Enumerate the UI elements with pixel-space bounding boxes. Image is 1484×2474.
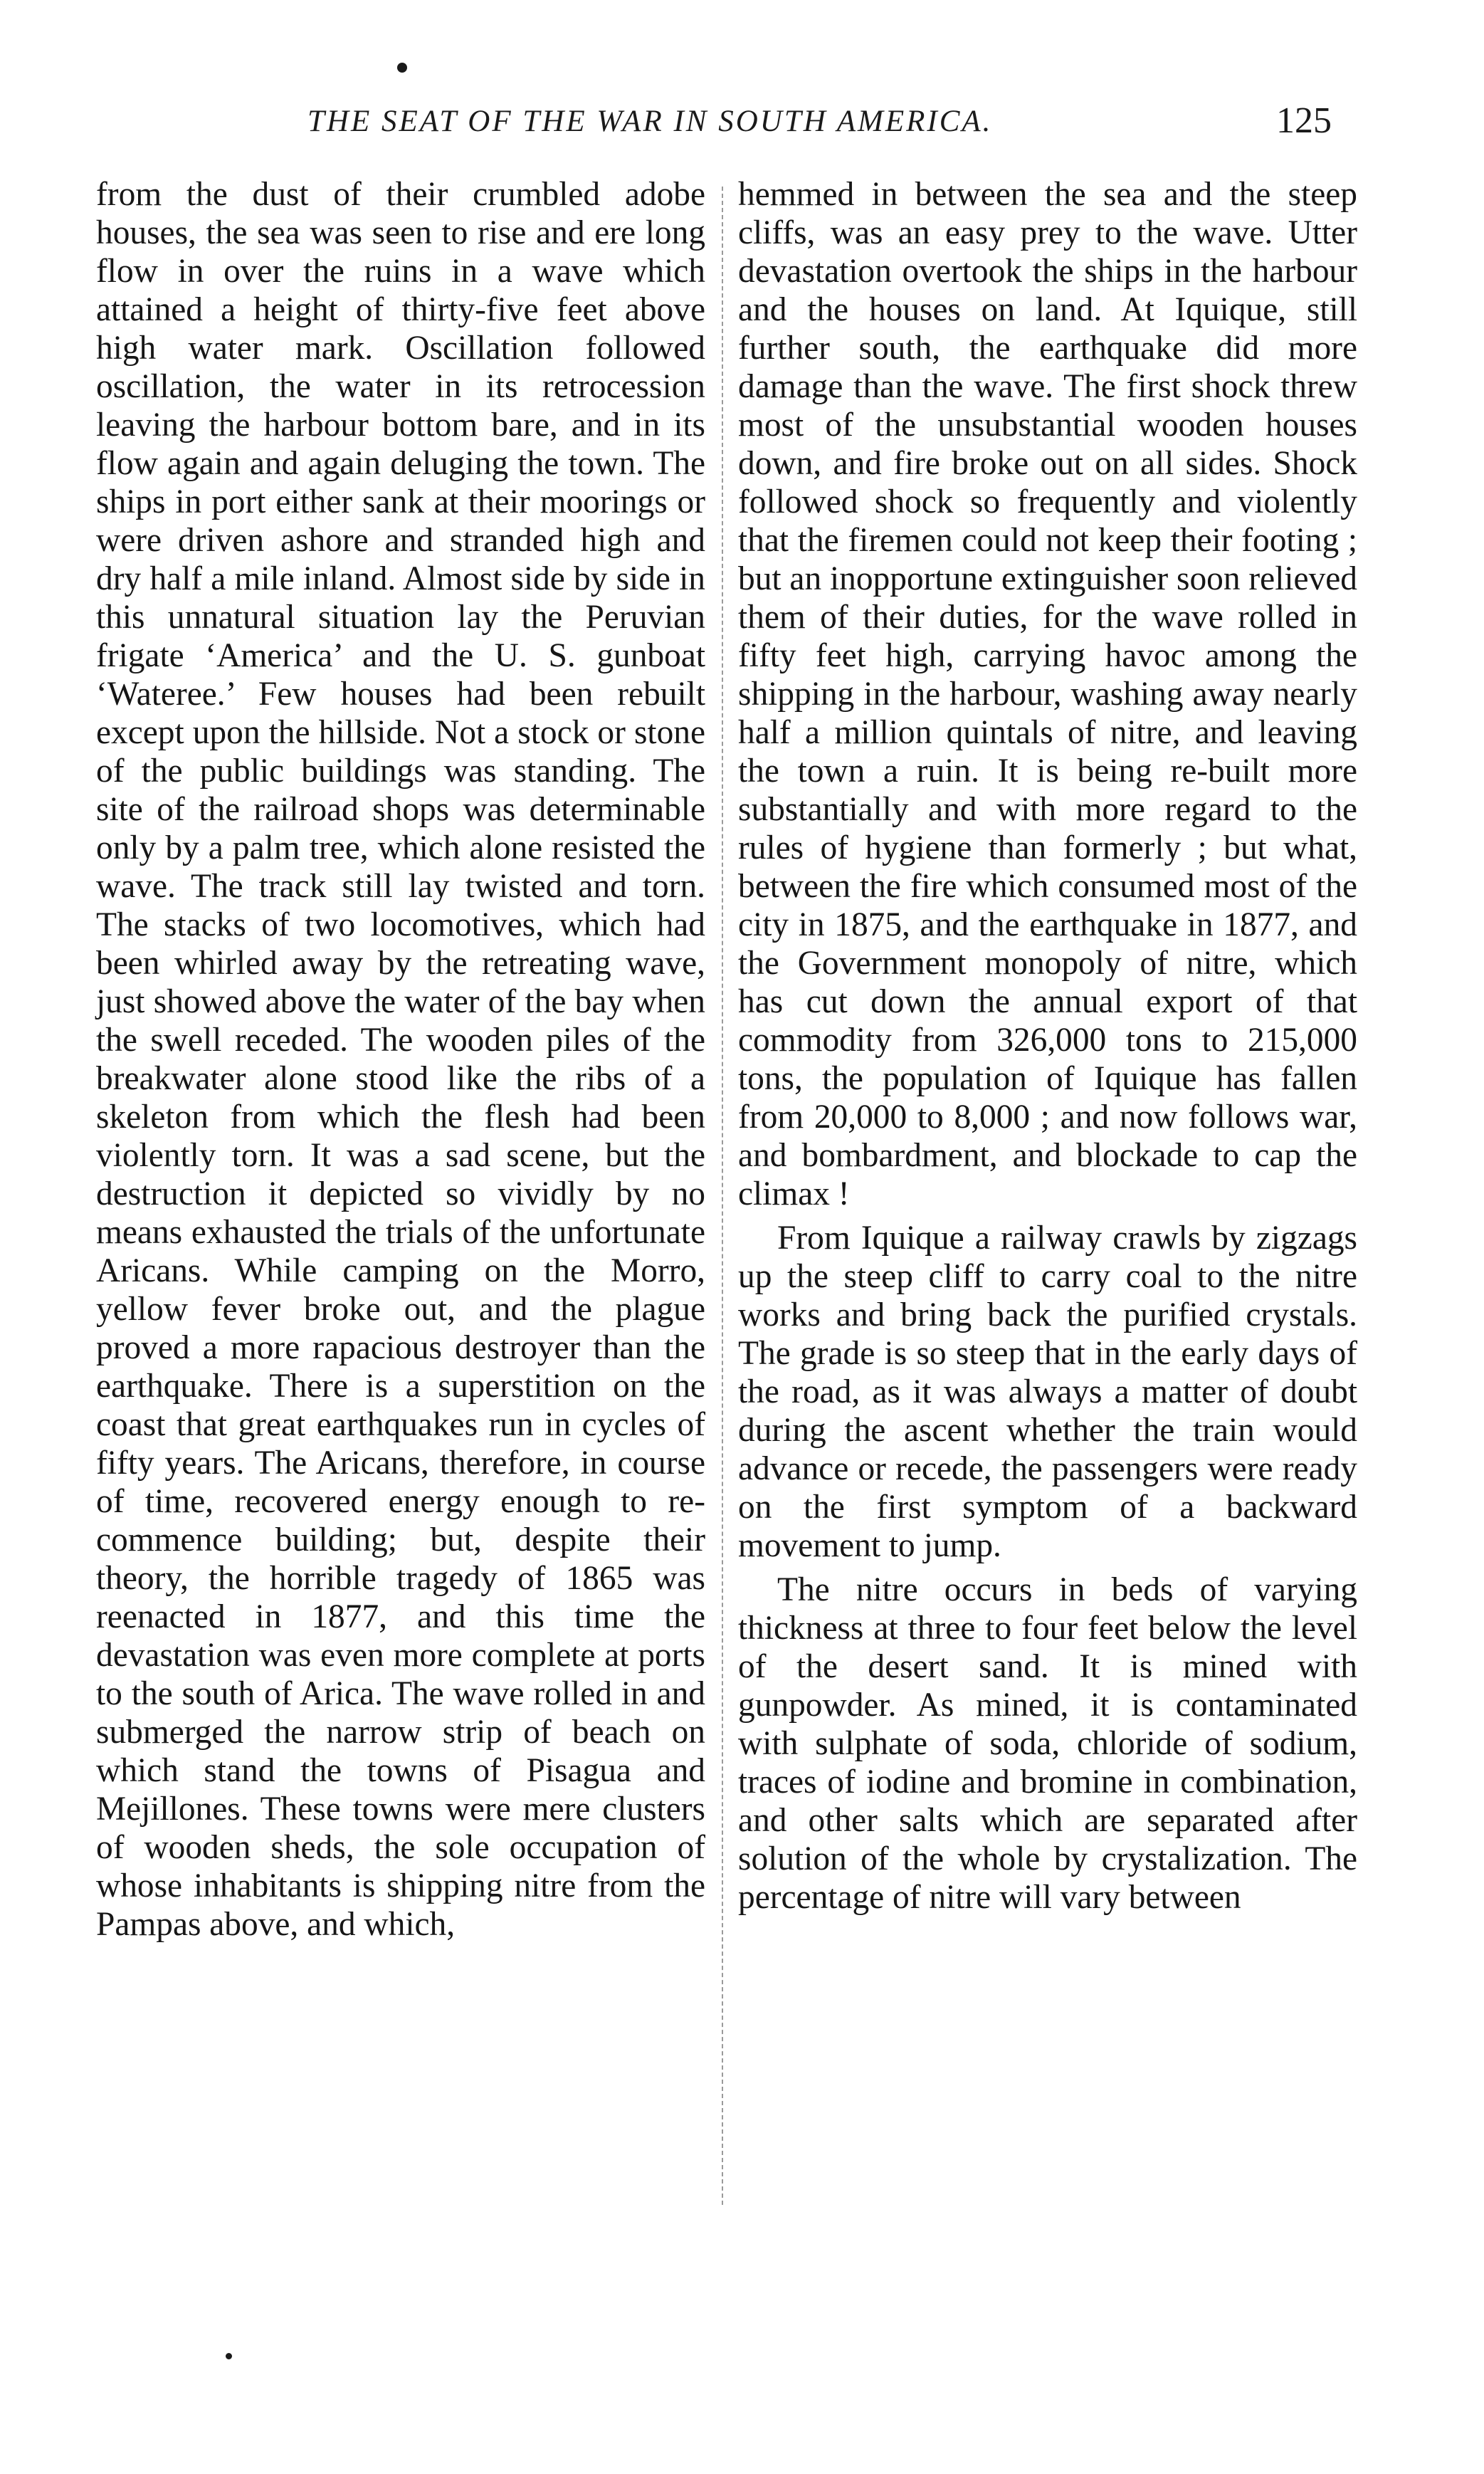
right-paragraph-3: The nitre occurs in beds of varying thickness at three to four feet below the level of the desert sand. It is mined with gunpowder. As mined, it is contaminated with sulphate of soda, chloride of sodium, traces of iodine and bromine in combination, and other salts which are separated after solution of the whole by crystalization. The percentage of nitre will vary between	[738, 1571, 1357, 1916]
left-paragraph-1: from the dust of their crumbled adobe houses, the sea was seen to rise and ere long flow in over the ruins in a wave which attained a height of thirty-five feet above high water mark. Oscillation followed oscillation, the water in its retrocession leaving the harbour bottom bare, and in its flow again and again deluging the town. The ships in port either sank at their moorings or were driven ashore and stranded high and dry half a mile inland. Almost side by side in this unnatural situation lay the Peruvian frigate ‘America’ and the U. S. gunboat ‘Wateree.’ Few houses had been rebuilt except upon the hillside. Not a stock or stone of the public buildings was standing. The site of the railroad shops was determinable only by a palm tree, which alone resisted the wave. The track still lay twisted and torn. The stacks of two locomotives, which had been whirled away by the retreating wave, just showed above the water of the bay when the swell receded. The wooden piles of the breakwater alone stood like the ribs of a skeleton from which the flesh had been violently torn. It was a sad scene, but the destruction it depicted so vividly by no means exhausted the trials of the unfortunate Aricans. While camping on the Morro, yellow fever broke out, and the plague proved a more rapacious destroyer than the earthquake. There is a superstition on the coast that great earthquakes run in cycles of fifty years. The Aricans, therefore, in course of time, recovered energy enough to re-commence building; but, despite their theory, the horrible tragedy of 1865 was reenacted in 1877, and this time the devastation was even more complete at ports to the south of Arica. The wave rolled in and submerged the narrow strip of beach on which stand the towns of Pisagua and Mejillones. These towns were mere clusters of wooden sheds, the sole occupation of whose inhabitants is shipping nitre from the Pampas above, and which,	[96, 176, 705, 1943]
running-title: THE SEAT OF THE WAR IN SOUTH AMERICA.	[307, 105, 993, 138]
page-number: 125	[1276, 100, 1332, 141]
page-header	[0, 100, 1484, 150]
printer-mark-dot	[397, 63, 407, 73]
right-column	[738, 175, 1357, 1917]
right-paragraph-1: hemmed in between the sea and the steep cliffs, was an easy prey to the wave. Utter devastation overtook the ships in the harbour and the houses on land. At Iquique, still further south, the earthquake did more damage than the wave. The first shock threw most of the unsubstantial wooden houses down, and fire broke out on all sides. Shock followed shock so frequently and violently that the firemen could not keep their footing ; but an inopportune extinguisher soon relieved them of their duties, for the wave rolled in fifty feet high, carrying havoc among the shipping in the harbour, washing away nearly half a million quintals of nitre, and leaving the town a ruin. It is being re-built more substantially and with more regard to the rules of hygiene than formerly ; but what, between the fire which consumed most of the city in 1875, and the earthquake in 1877, and the Government monopoly of nitre, which has cut down the annual export of that commodity from 326,000 tons to 215,000 tons, the population of Iquique has fallen from 20,000 to 8,000 ; and now follows war, and bombardment, and blockade to cap the climax !	[738, 176, 1357, 1212]
left-column	[96, 175, 705, 1944]
column-divider	[722, 187, 723, 2205]
right-paragraph-2: From Iquique a railway crawls by zigzags up the steep cliff to carry coal to the nitre works and bring back the purified crystals. The grade is so steep that in the early days of the road, as it was always a matter of doubt during the ascent whether the train would advance or recede, the passengers were ready on the first symptom of a backward movement to jump.	[738, 1220, 1357, 1564]
printer-mark-dot-bottom	[226, 2353, 232, 2359]
